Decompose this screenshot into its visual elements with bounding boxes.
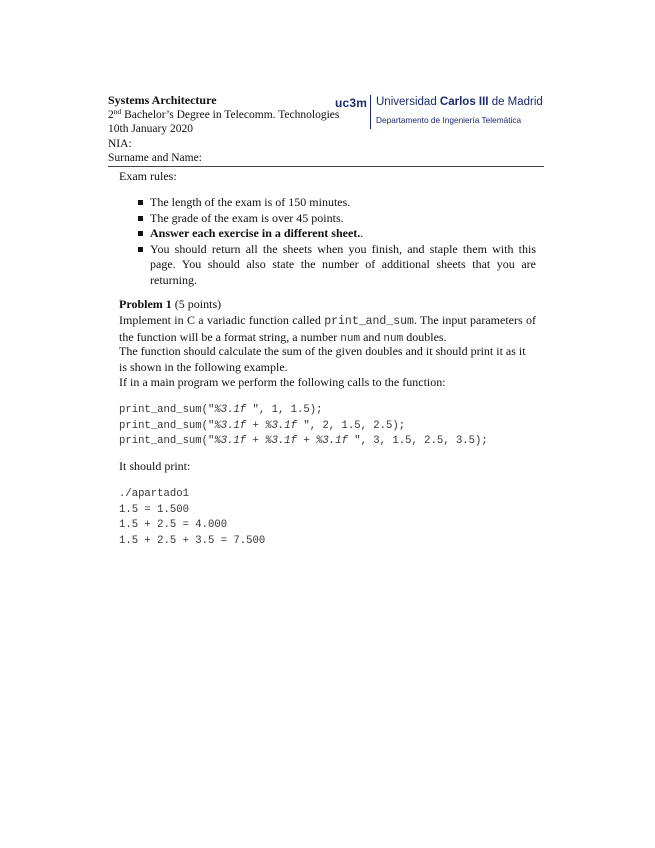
- problem-title: Problem 1: [119, 297, 172, 311]
- function-name-code: print_and_sum: [324, 315, 414, 328]
- name-label: Surname and Name:: [108, 152, 202, 164]
- list-item: Answer each exercise in a different sheet..: [138, 226, 536, 242]
- bullet-icon: [138, 216, 143, 221]
- list-item: You should return all the sheets when you finish, and staple them with this page. You should also state the number of additional sheets that you are returning.: [138, 242, 536, 289]
- num-code: num: [340, 332, 361, 345]
- header-rule: [108, 166, 544, 167]
- code-line: print_and_sum("%3.1f + %3.1f ", 2, 1.5, 2.5);: [119, 419, 406, 432]
- university-suffix: de Madrid: [488, 96, 543, 108]
- list-item: The length of the exam is of 150 minutes.: [138, 195, 536, 211]
- nia-label: NIA:: [108, 137, 132, 150]
- problem-points: (5 points): [171, 297, 222, 311]
- code-line: print_and_sum("%3.1f + %3.1f + %3.1f ", 3, 1.5, 2.5, 3.5);: [119, 435, 488, 447]
- problem-paragraph-1: Implement in C a variadic function called print_and_sum. The input parameters of the function will be a format string, a number num and num doubles.: [119, 313, 536, 345]
- university-prefix: Universidad: [376, 96, 440, 108]
- code-line: print_and_sum("%3.1f ", 1, 1.5);: [119, 404, 323, 416]
- course-title: Systems Architecture: [108, 93, 217, 107]
- output-line: ./apartado1: [119, 488, 189, 500]
- output-line: 1.5 = 1.500: [119, 503, 189, 516]
- exam-date: 10th January 2020: [108, 123, 193, 135]
- degree-line: [108, 108, 339, 123]
- problem-paragraph-2: The function should calculate the sum of the given doubles and it should print it as it is shown in the following example.: [119, 344, 526, 374]
- output-line: 1.5 + 2.5 = 4.000: [119, 519, 228, 531]
- exam-rules-list: [138, 195, 536, 288]
- output-line: 1.5 + 2.5 + 3.5 = 7.500: [119, 534, 266, 547]
- department-name: Departamento de Ingeniería Telemática: [376, 115, 522, 125]
- uc3m-logo: uc3m: [335, 96, 368, 110]
- degree-text: Bachelor’s Degree in Telecomm. Technologies: [124, 108, 340, 121]
- should-print-text: It should print:: [119, 459, 191, 473]
- exam-rules-heading: Exam rules:: [119, 169, 177, 183]
- bullet-icon: [138, 247, 143, 252]
- problem-paragraph-3: If in a main program we perform the following calls to the function:: [119, 375, 446, 389]
- code-block-calls: [119, 403, 488, 450]
- degree-ordinal-suffix: nd: [113, 106, 122, 116]
- code-block-output: [119, 487, 265, 549]
- list-item: The grade of the exam is over 45 points.: [138, 211, 536, 227]
- logo-divider: [370, 95, 371, 129]
- bullet-icon: [138, 231, 143, 236]
- university-bold: Carlos III: [439, 96, 489, 108]
- degree-ordinal: 2: [108, 108, 114, 121]
- university-name: [376, 96, 543, 108]
- bullet-icon: [138, 200, 143, 205]
- num-code: num: [383, 332, 404, 345]
- problem-heading: [119, 297, 221, 313]
